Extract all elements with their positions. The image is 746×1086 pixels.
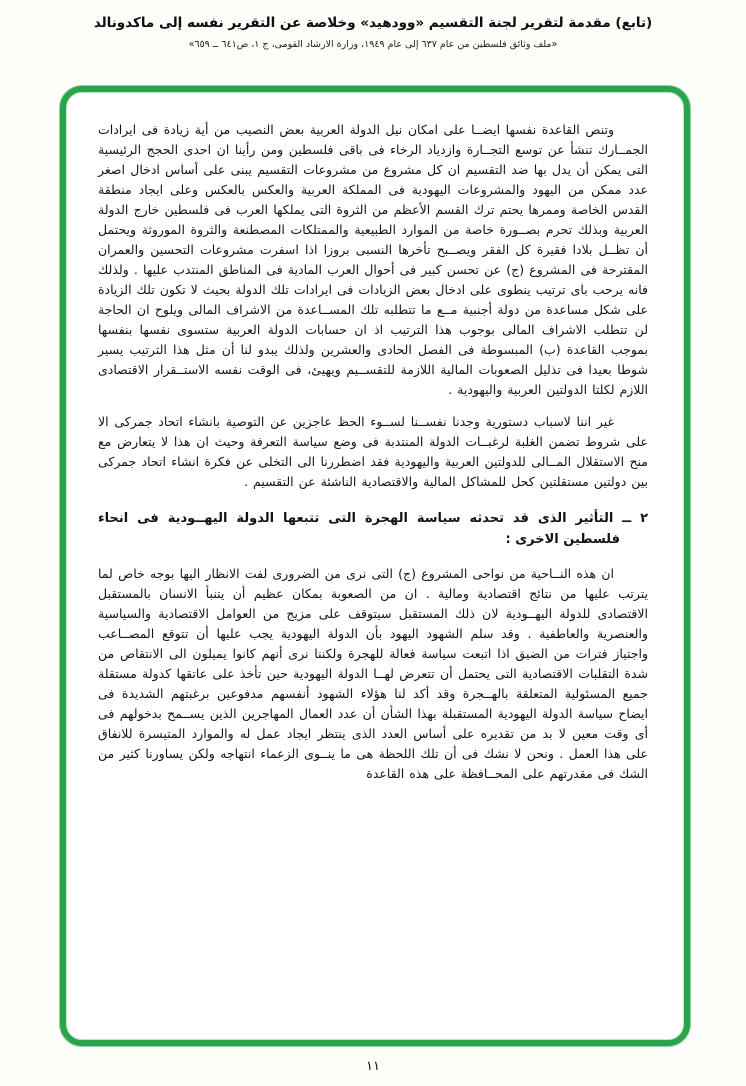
- text-frame: [60, 86, 690, 1046]
- page-number: ١١: [366, 1059, 380, 1074]
- paragraph-jewish-state-economy: ان هذه النــاحية من نواحى المشروع (ج) التى نرى من الضرورى لفت الانظار اليها بوجه خاص لما يترتب عليها من نتائج اقتصادية ومالية . ان من الصعوبة بمكان عظيم أن يتنبأ الانسان بالمستقبل الاقتصادى للدولة اليهــودية لان ذلك المستقبل سيتوقف على مزيج من العوامل الاقتصادية والسياسية والعنصرية والعاطفية . وقد سلم الشهود اليهود بأن الدولة اليهودية يجب عليها أن تتوقع المصــاعب واجتياز فترات من الضيق اذا اتبعت سياسة فعالة للهجرة ولكننا نرى أنهم كانوا يميلون الى الانتقاص من شدة التقلبات الاقتصادية التى يحتمل أن تتعرض لهــا الدولة اليهودية حين تأخذ على عاتقها كدولة مستقلة جميع المسئولية المتعلقة بالهــجرة وقد أكد لنا هؤلاء الشهود أنفسهم مدفوعين برغبتهم الشديدة فى ايضاح سياسة الدولة اليهودية المستقبلة بهذا الشأن أن عدد العمال المهاجرين الذين يســمح بدخولهم فى أى وقت معين لا بد من تقديره على أساس العدد الذى ينتظر ايجاد عمل له والموارد المتيسرة للانفاق على هذا العمل . ونحن لا نشك فى أن تلك اللحظة هى ما ينــوى الزعماء انتهاجه ولكن يساورنا كثير من الشك فى مقدرتهم على المحــافظة على هذه القاعدة: [98, 566, 648, 781]
- document-title: (تابع) مقدمة لتقرير لجنة التقسيم «وودهيد» وخلاصة عن التقرير نفسه إلى ماكدونالد: [93, 15, 653, 31]
- section-heading-immigration-policy: ٢ ــ التأثير الذى قد تحدثه سياسة الهجرة التى تتبعها الدولة اليهــودية فى انحاء فلسطين الاخرى :: [98, 511, 648, 547]
- paragraph-customs-revenue: وتنص القاعدة نفسها ايضــا على امكان نيل الدولة العربية بعض النصيب من أية زيادة فى ايرادات الجمــارك تنشأ عن توسع التجــارة وازدياد الرخاء فى باقى فلسطين ومن رأينا ان احدى الحجج الرئيسية التى يمكن أن يدل بها ضد التقسيم ان كل مشروع من مشروعات التقسيم يبنى على أساس ادخال اصغر عدد ممكن من اليهود والمشروعات اليهودية فى المملكة العربية والعكس بالعكس وعلى ايجاد منطقة القدس الخاصة وممرها يحتم ترك القسم الأعظم من الثروة التى يملكها العرب فى فلسطين خارج الدولة العربية وبذلك تحرم بصــورة خاصة من الموارد الطبيعية والممتلكات المصطنعة والثروة الموروثة ويحتمل أن تظــل بلادا فقيرة كل الفقر ويصــبح تأخرها النسبى بروزا اذا اسفرت مشروعات التحسين والعمران المقترحة فى المشروع (ج) عن تحسن كبير فى أحوال العرب المادية فى المناطق المنتدب عليها . ولذلك فانه يرحب باى ترتيب ينطوى على ادخال بعض الزيادات فى ايرادات تلك الدولة بحيث لا تكون تلك الزيادة على شكل مساعدة من دولة أجنبية مــع ما تتطلبه تلك المســاعدة من الاشراف المالى ويلوح ان الحاجة لن تتطلب الاشراف المالى بوجوب هذا الترتيب اذ ان حسابات الدولة العربية ستسوى نفسها بنفسها بموجب القاعدة (ب) المبسوطة فى الفصل الحادى والعشرين ولذلك يبدو لنا أن مثل هذا الترتيب يسير شوطا بعيدا فى تذليل الصعوبات المالية اللازمة للتقســيم ويهيئ، فى الوقت نفسه الاستــقرار الاقتصادى اللازم لكلتا الدولتين العربية واليهودية .: [98, 122, 648, 397]
- document-source: «ملف وثائق فلسطين من عام ٦٣٧ إلى عام ١٩٤٩، وزارة الارشاد القومى، ج ١، ص٦٤١ ــ ٦٥٩»: [188, 39, 558, 50]
- paragraph-customs-union: غير اننا لاسباب دستورية وجدنا نفســنا لســوء الحظ عاجزين عن التوصية بانشاء اتحاد جمركى الا على شروط تضمن الغلبة لرغبــات الدولة المنتدبة فى وضع سياسة التعرفة وحيث ان هذا لا يتعارض مع منح الاستقلال المــالى للدولتين العربية واليهودية فقد اضطررنا الى التخلى عن فكرة انشاء اتحاد جمركى بين دولتين مستقلتين كحل للمشاكل المالية والاقتصادية الناشئة عن التقسيم .: [98, 414, 648, 489]
- page-header: [0, 0, 746, 52]
